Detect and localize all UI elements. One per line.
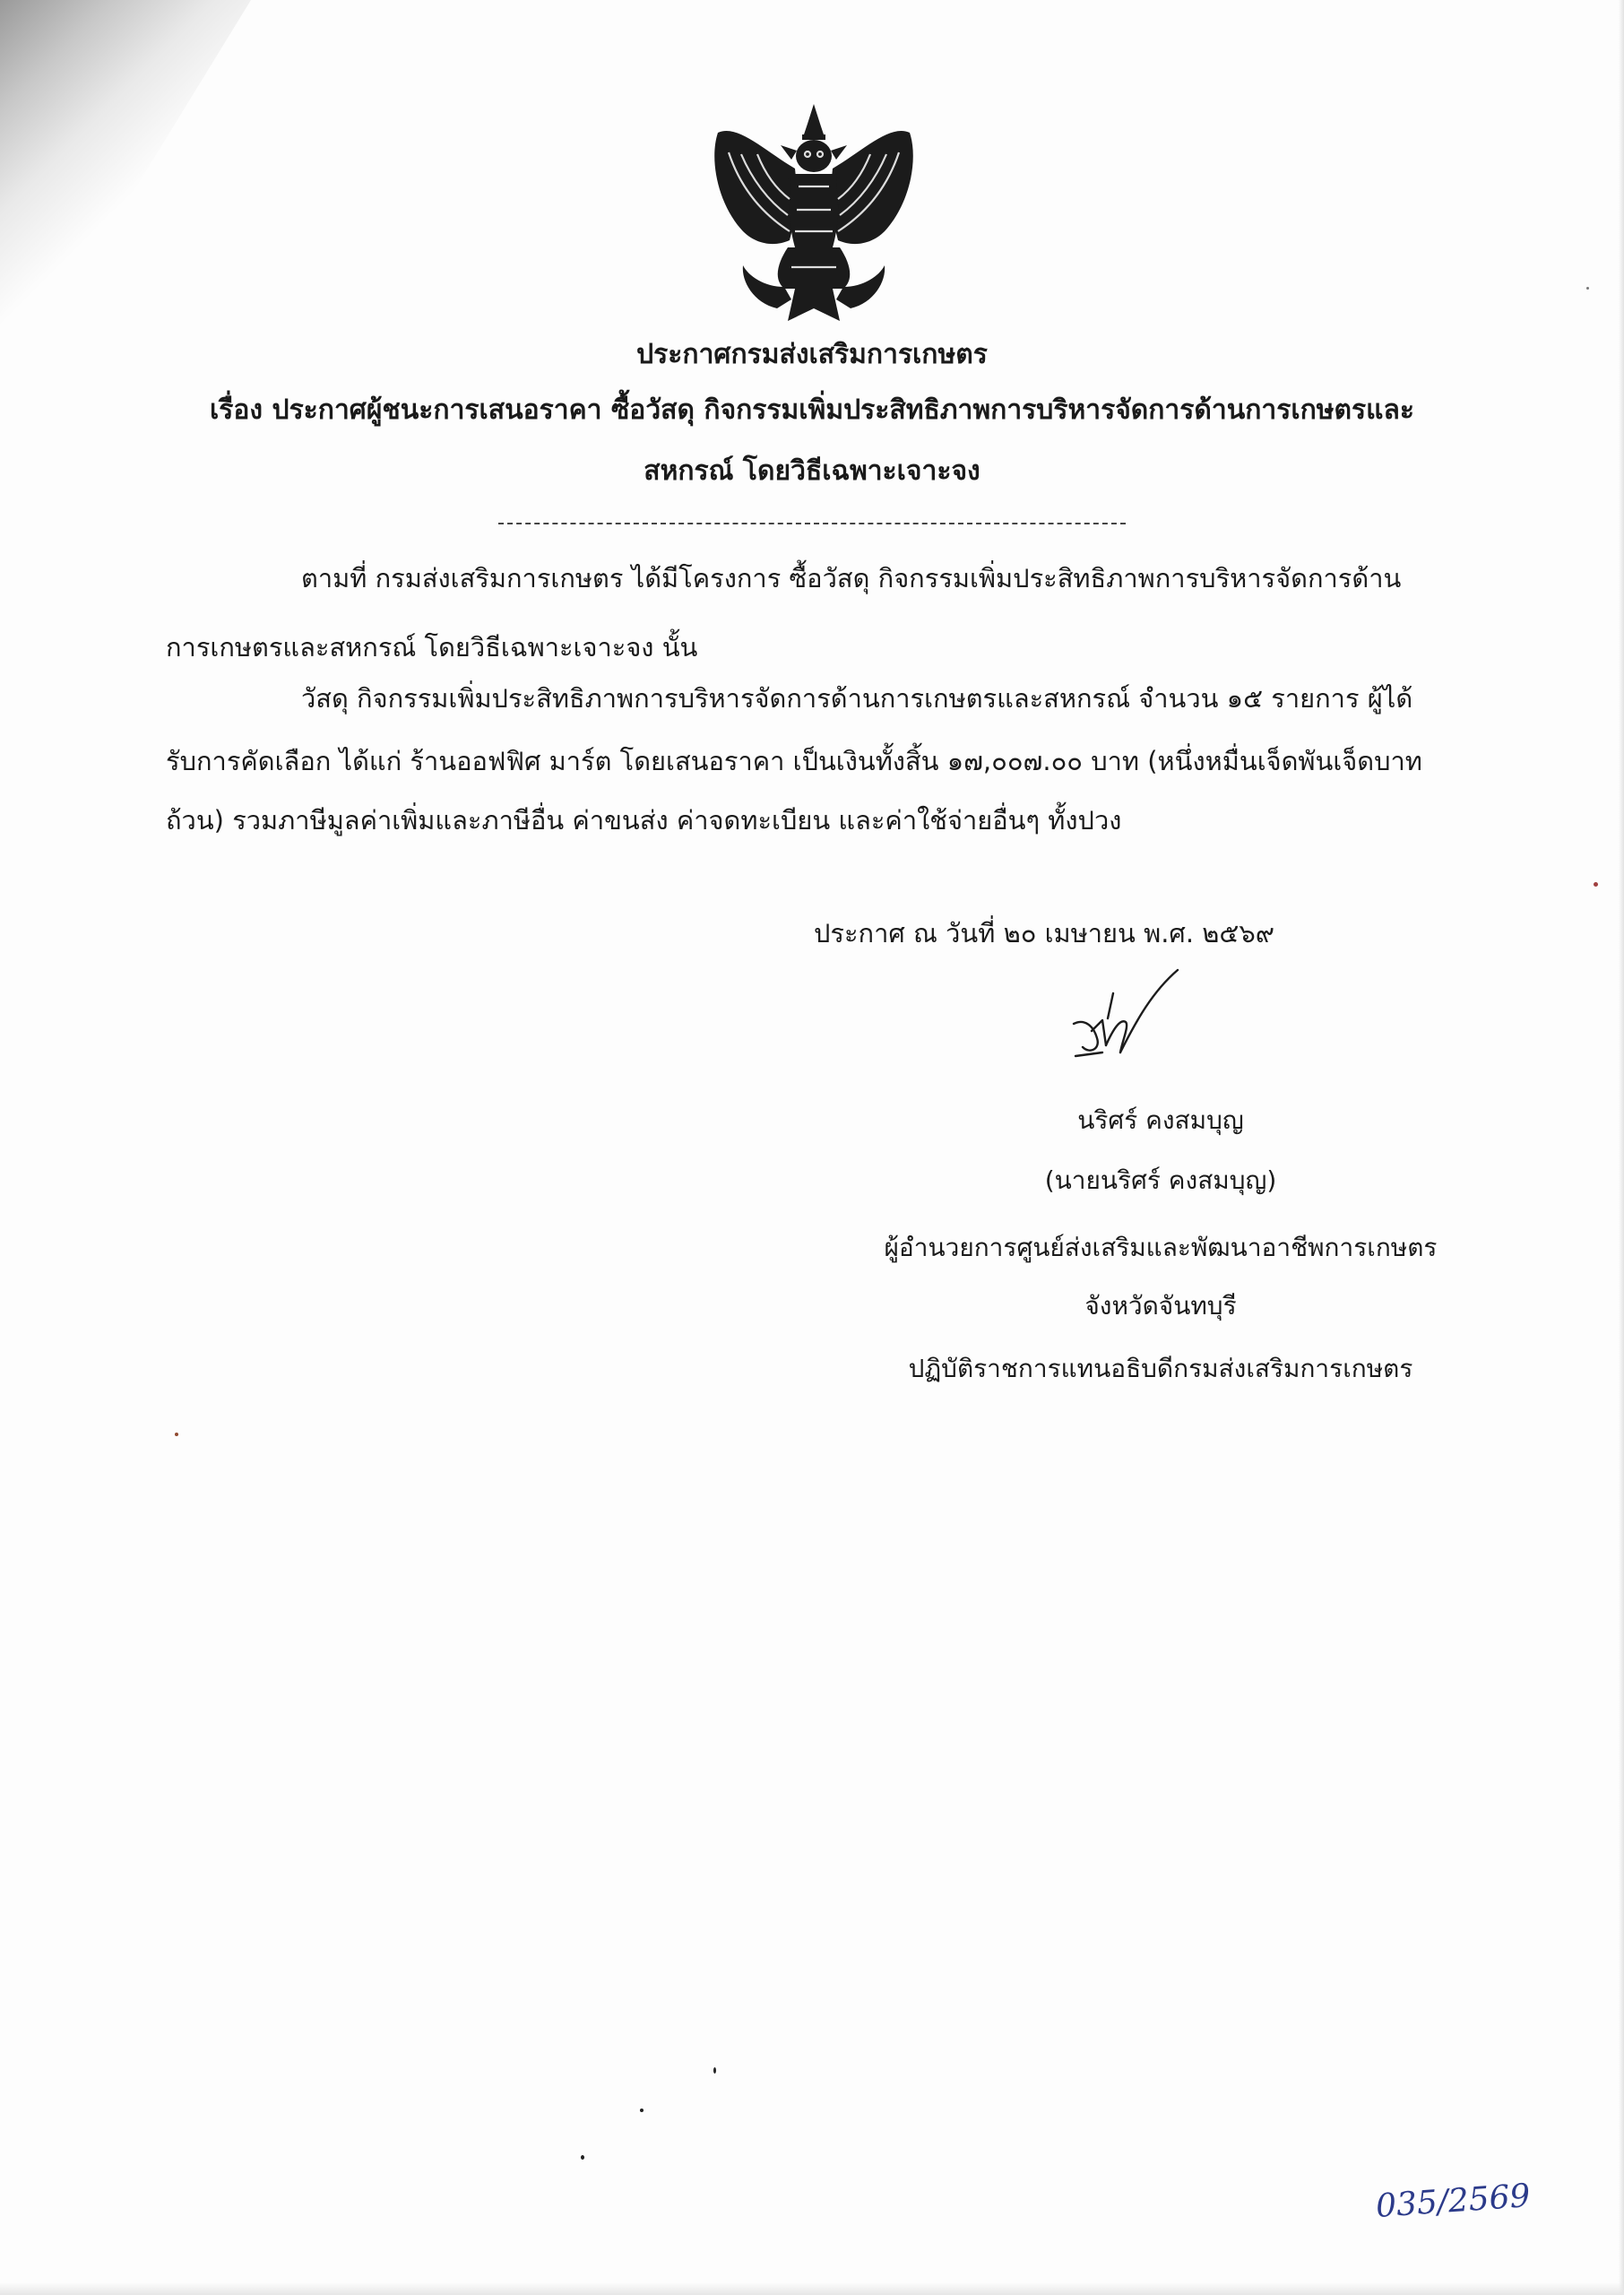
scan-speck <box>713 2067 716 2074</box>
signatory-name: นริศร์ คงสมบุญ <box>1077 1105 1244 1135</box>
scan-edge-bottom <box>0 2282 1624 2295</box>
handwritten-reference-number: 035/2569 <box>1374 2178 1532 2225</box>
scan-speck <box>1594 882 1598 887</box>
paragraph-1-line-2: การเกษตรและสหกรณ์ โดยวิธีเฉพาะเจาะจง นั้น <box>166 632 698 663</box>
paragraph-2-line-1: วัสดุ กิจกรรมเพิ่มประสิทธิภาพการบริหารจัดการด้านการเกษตรและสหกรณ์ จำนวน ๑๕ รายการ ผู้ได้ <box>301 683 1413 714</box>
paragraph-2-line-2: รับการคัดเลือก ได้แก่ ร้านออฟฟิศ มาร์ต โดยเสนอราคา เป็นเงินทั้งสิ้น ๑๗,๐๐๗.๐๐ บาท (หนึ่งหมื่นเจ็ดพันเจ็ดบาท <box>166 746 1422 776</box>
signatory-full-name: (นายนริศร์ คงสมบุญ) <box>1044 1165 1277 1195</box>
announcement-subject-line-2: สหกรณ์ โดยวิธีเฉพาะเจาะจง <box>644 455 980 487</box>
scan-speck <box>175 1433 178 1436</box>
scan-shadow <box>0 0 251 377</box>
announcement-subject-line-1: เรื่อง ประกาศผู้ชนะการเสนอราคา ซื้อวัสดุ กิจกรรมเพิ่มประสิทธิภาพการบริหารจัดการด้านการเกษตรและ <box>210 394 1414 426</box>
paragraph-1-line-1: ตามที่ กรมส่งเสริมการเกษตร ได้มีโครงการ ซื้อวัสดุ กิจกรรมเพิ่มประสิทธิภาพการบริหารจัดการด้าน <box>301 563 1402 593</box>
title-divider <box>498 523 1126 524</box>
scan-speck <box>1586 287 1589 290</box>
paragraph-2-line-3: ถ้วน) รวมภาษีมูลค่าเพิ่มและภาษีอื่น ค่าขนส่ง ค่าจดทะเบียน และค่าใช้จ่ายอื่นๆ ทั้งปวง <box>166 805 1122 836</box>
signatory-position-line-1: ผู้อำนวยการศูนย์ส่งเสริมและพัฒนาอาชีพการเกษตร <box>884 1233 1438 1262</box>
scan-speck <box>640 2109 644 2112</box>
garuda-emblem-icon <box>702 97 926 330</box>
announcement-title: ประกาศกรมส่งเสริมการเกษตร <box>636 339 988 370</box>
signatory-position-line-3: ปฏิบัติราชการแทนอธิบดีกรมส่งเสริมการเกษตร <box>908 1354 1413 1383</box>
signature-mark <box>1067 966 1183 1072</box>
signatory-position-line-2: จังหวัดจันทบุรี <box>1084 1291 1237 1321</box>
scan-speck <box>581 2155 584 2160</box>
announcement-date: ประกาศ ณ วันที่ ๒๐ เมษายน พ.ศ. ๒๕๖๙ <box>814 918 1274 948</box>
